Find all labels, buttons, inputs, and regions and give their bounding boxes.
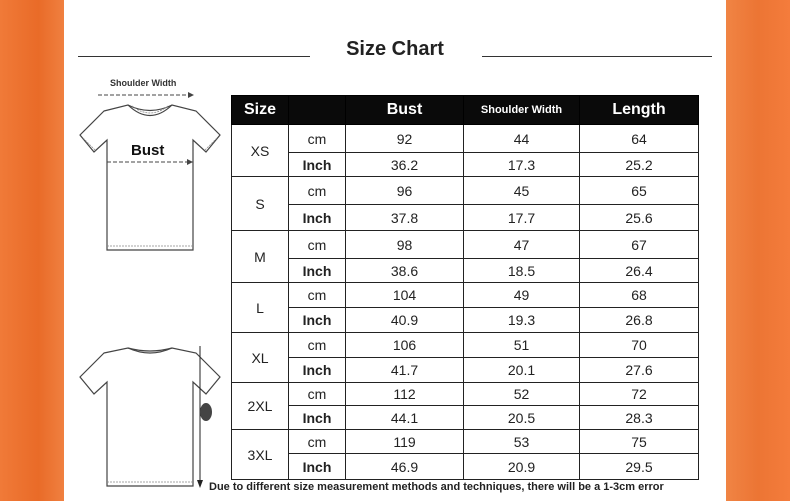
cm-value-cell: 52 [464, 383, 580, 406]
header-bust: Bust [346, 96, 464, 125]
inch-value-cell: 37.8 [346, 205, 464, 231]
unit-cm-label: cm [289, 177, 346, 205]
inch-value-cell: 28.3 [580, 406, 699, 430]
table-row [232, 358, 699, 383]
inch-value-cell: 25.6 [580, 205, 699, 231]
tshirt-front-diagram [70, 74, 230, 254]
header-shoulder-width: Shoulder Width [464, 96, 580, 125]
unit-inch-label: Inch [289, 308, 346, 333]
unit-cm-label: cm [289, 383, 346, 406]
cm-value-cell: 98 [346, 231, 464, 259]
size-label: XL [232, 333, 289, 383]
inch-value-cell: 17.7 [464, 205, 580, 231]
inch-value-cell: 36.2 [346, 153, 464, 177]
inch-value-cell: 46.9 [346, 454, 464, 480]
unit-cm-label: cm [289, 125, 346, 153]
size-label: S [232, 177, 289, 231]
title-divider-right [482, 56, 712, 57]
table-row [232, 406, 699, 430]
cm-value-cell: 106 [346, 333, 464, 358]
unit-inch-label: Inch [289, 153, 346, 177]
cm-value-cell: 72 [580, 383, 699, 406]
cm-value-cell: 45 [464, 177, 580, 205]
inch-value-cell: 44.1 [346, 406, 464, 430]
inch-value-cell: 25.2 [580, 153, 699, 177]
inch-value-cell: 38.6 [346, 259, 464, 283]
orange-background-right [726, 0, 790, 501]
size-label: M [232, 231, 289, 283]
inch-value-cell: 17.3 [464, 153, 580, 177]
cm-value-cell: 67 [580, 231, 699, 259]
inch-value-cell: 29.5 [580, 454, 699, 480]
table-row [232, 333, 699, 358]
inch-value-cell: 26.4 [580, 259, 699, 283]
inch-value-cell: 20.1 [464, 358, 580, 383]
header-size: Size [232, 96, 289, 125]
table-row [232, 430, 699, 454]
tshirt-back-diagram [70, 340, 230, 490]
inch-value-cell: 18.5 [464, 259, 580, 283]
unit-cm-label: cm [289, 283, 346, 308]
cm-value-cell: 53 [464, 430, 580, 454]
cm-value-cell: 70 [580, 333, 699, 358]
table-row [232, 125, 699, 153]
cm-value-cell: 75 [580, 430, 699, 454]
unit-cm-label: cm [289, 231, 346, 259]
cm-value-cell: 47 [464, 231, 580, 259]
cm-value-cell: 65 [580, 177, 699, 205]
cm-value-cell: 119 [346, 430, 464, 454]
table-row [232, 259, 699, 283]
shoulder-width-label: Shoulder Width [110, 78, 177, 88]
unit-inch-label: Inch [289, 259, 346, 283]
inch-value-cell: 20.5 [464, 406, 580, 430]
size-table-body [232, 125, 699, 480]
unit-inch-label: Inch [289, 454, 346, 480]
page-title: Size Chart [346, 38, 444, 60]
table-row [232, 283, 699, 308]
inch-value-cell: 27.6 [580, 358, 699, 383]
table-row [232, 177, 699, 205]
cm-value-cell: 92 [346, 125, 464, 153]
table-row [232, 383, 699, 406]
size-table [231, 95, 699, 480]
inch-value-cell: 20.9 [464, 454, 580, 480]
tshirt-back-icon [70, 340, 230, 490]
size-chart-card [64, 0, 726, 501]
cm-value-cell: 44 [464, 125, 580, 153]
table-row [232, 231, 699, 259]
orange-background-left [0, 0, 64, 501]
size-label: 2XL [232, 383, 289, 430]
table-header-row [232, 96, 699, 125]
table-row [232, 308, 699, 333]
cm-value-cell: 104 [346, 283, 464, 308]
unit-inch-label: Inch [289, 205, 346, 231]
cm-value-cell: 96 [346, 177, 464, 205]
inch-value-cell: 26.8 [580, 308, 699, 333]
cm-value-cell: 49 [464, 283, 580, 308]
unit-cm-label: cm [289, 430, 346, 454]
bust-label: Bust [131, 142, 165, 159]
inch-value-cell: 19.3 [464, 308, 580, 333]
header-spacer [289, 96, 346, 125]
header-length: Length [580, 96, 699, 125]
size-label: 3XL [232, 430, 289, 480]
unit-inch-label: Inch [289, 358, 346, 383]
table-row [232, 454, 699, 480]
table-row [232, 205, 699, 231]
inch-value-cell: 41.7 [346, 358, 464, 383]
cm-value-cell: 112 [346, 383, 464, 406]
measurement-disclaimer: Due to different size measurement methods and techniques, there will be a 1-3cm error [209, 481, 664, 493]
size-label: XS [232, 125, 289, 177]
table-row [232, 153, 699, 177]
unit-cm-label: cm [289, 333, 346, 358]
cm-value-cell: 51 [464, 333, 580, 358]
tshirt-front-icon [70, 74, 230, 254]
cm-value-cell: 68 [580, 283, 699, 308]
inch-value-cell: 40.9 [346, 308, 464, 333]
cm-value-cell: 64 [580, 125, 699, 153]
size-label: L [232, 283, 289, 333]
unit-inch-label: Inch [289, 406, 346, 430]
